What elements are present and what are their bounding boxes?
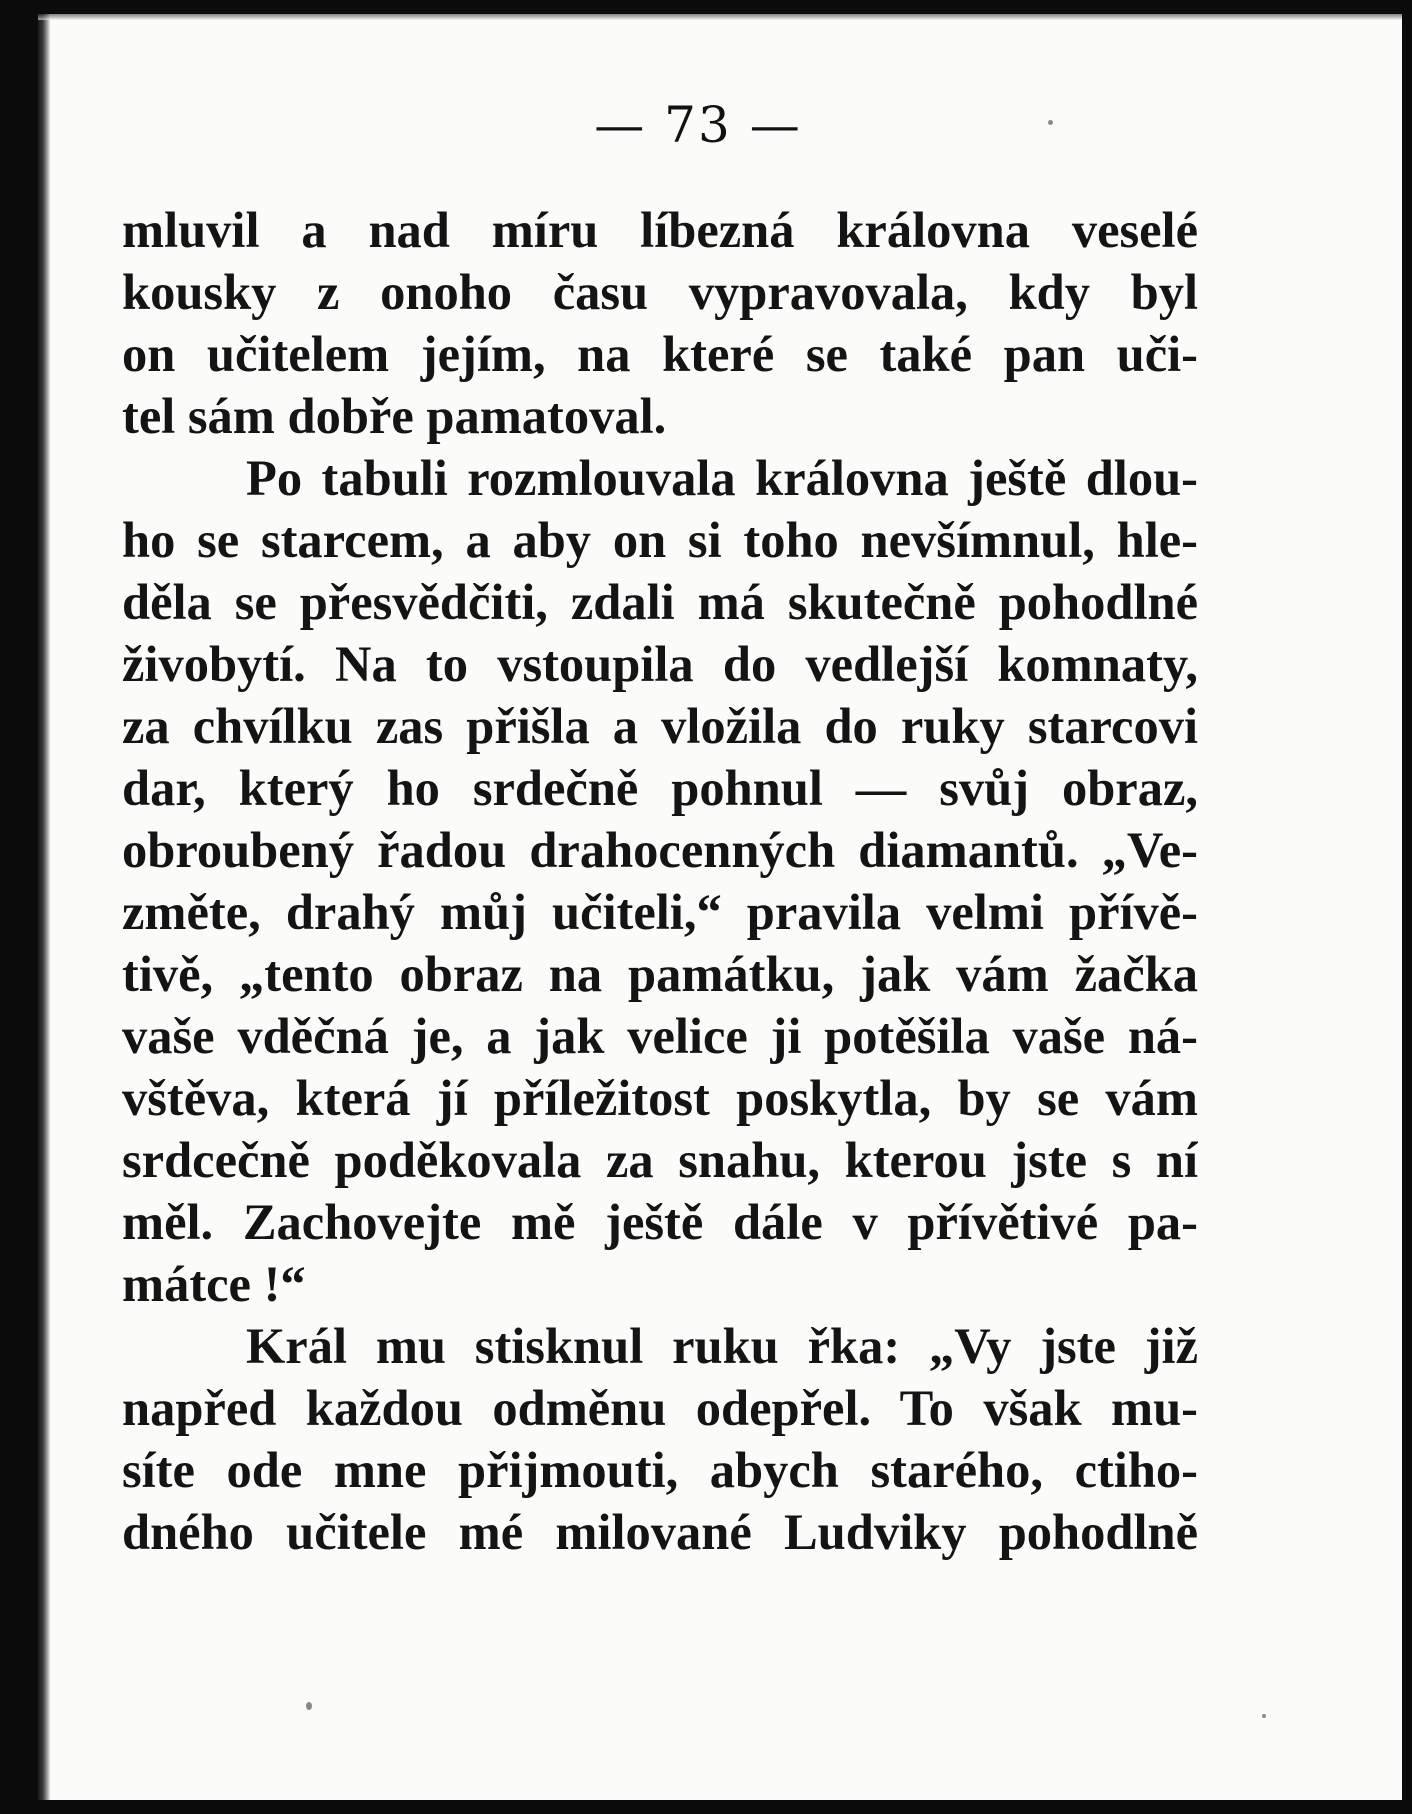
text-line: měl. Zachovejte mě ještě dále v přívětivé pa- [122,1194,1198,1250]
paper-speck [1262,1714,1266,1718]
text-line: obroubený řadou drahocenných diamantů. „Ve- [122,822,1198,878]
text-line: změte, drahý můj učiteli,“ pravila velmi přívě- [122,884,1198,940]
text-line: Po tabuli rozmlouvala královna ještě dlou- [246,450,1198,506]
text-line: srdcečně poděkovala za snahu, kterou jste s ní [122,1132,1198,1188]
page-number: — 73 — [594,96,802,154]
paper-speck [1048,120,1053,125]
text-line: Král mu stisknul ruku řka: „Vy jste již [246,1318,1198,1374]
text-line: živobytí. Na to vstoupila do vedlejší komnaty, [122,636,1198,692]
text-line: za chvílku zas přišla a vložila do ruky starcovi [122,698,1198,754]
text-line: tivě, „tento obraz na památku, jak vám žačka [122,946,1198,1002]
text-line: tel sám dobře pamatoval. [122,388,667,444]
book-page [38,14,1402,1800]
text-line: vštěva, která jí příležitost poskytla, by se vám [122,1070,1198,1126]
text-line: on učitelem jejím, na které se také pan uči- [122,326,1198,382]
text-line: ho se starcem, a aby on si toho nevšímnul, hle- [122,512,1198,568]
text-line: dar, který ho srdečně pohnul — svůj obraz, [122,760,1198,816]
text-line: vaše vděčná je, a jak velice ji potěšila vaše ná- [122,1008,1198,1064]
text-line: děla se přesvědčiti, zdali má skutečně pohodlné [122,574,1198,630]
body-text [122,199,1198,1563]
text-line: dného učitele mé milované Ludviky pohodlně [122,1504,1198,1560]
text-line: mátce !“ [122,1256,306,1312]
page-top-shadow [38,14,1402,20]
text-line: mluvil a nad míru líbezná královna veselé [122,202,1198,258]
text-line: kousky z onoho času vypravovala, kdy byl [122,264,1198,320]
text-line: napřed každou odměnu odepřel. To však mu- [122,1380,1198,1436]
page-binding-shadow [38,14,50,1800]
text-line: síte ode mne přijmouti, abych starého, ctiho- [122,1442,1198,1498]
paper-speck [306,1702,312,1710]
